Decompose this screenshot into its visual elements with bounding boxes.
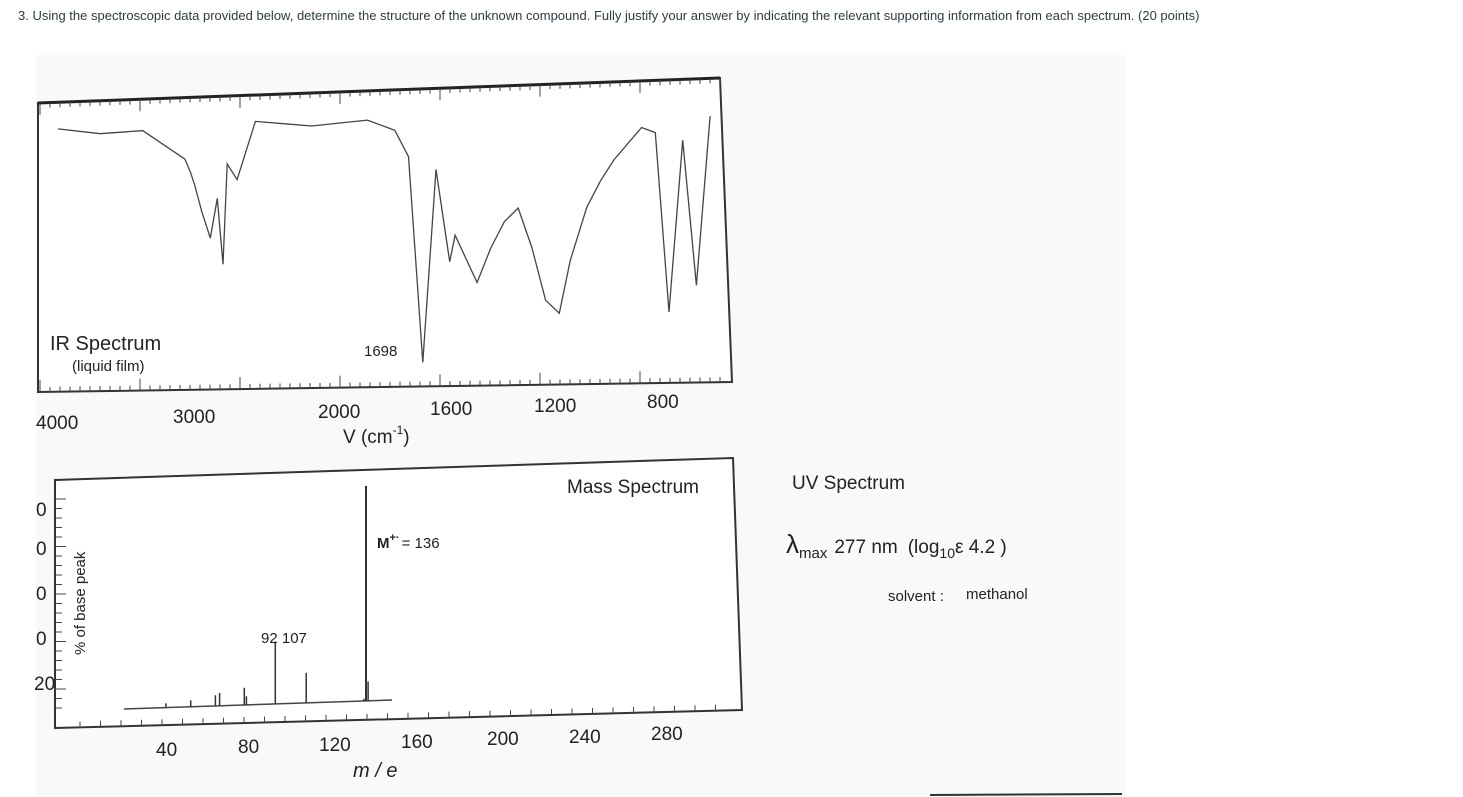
- ir-tick-label: 1600: [430, 399, 473, 420]
- ms-molecular-ion: [377, 532, 440, 552]
- uv-title: UV Spectrum: [792, 473, 905, 494]
- ir-annotation-1698: 1698: [364, 343, 398, 360]
- uv-value: 277 nm: [834, 537, 898, 558]
- ms-peak-labels: 92 107: [261, 630, 307, 647]
- question-text: 3. Using the spectroscopic data provided below, determine the structure of the unknown compound. Fully justify your answer by indicating the relevant supporting information from each spectrum. (20 points): [18, 8, 1200, 23]
- ir-subtitle: (liquid film): [72, 358, 145, 375]
- uv-solvent-label: solvent :: [888, 588, 944, 605]
- ms-mion-prefix: M: [377, 535, 390, 552]
- ms-tick-label: 40: [156, 740, 178, 761]
- ms-tick-label: 240: [569, 727, 601, 748]
- ms-ytick-label: 0: [36, 629, 47, 650]
- ms-tick-label: 80: [238, 737, 260, 758]
- ir-tick-label: 800: [647, 392, 679, 413]
- ir-xlabel-close: ): [403, 427, 410, 448]
- ms-tick-label: 200: [487, 729, 519, 750]
- ms-plot-frame: [55, 458, 742, 728]
- ms-title: Mass Spectrum: [567, 477, 699, 498]
- scan-edge-line: [930, 794, 1122, 795]
- ms-tick-label: 120: [319, 735, 351, 756]
- ir-tick-label: 4000: [36, 413, 79, 434]
- uv-lambda-sub: max: [799, 545, 828, 562]
- uv-log-open: (log: [907, 537, 940, 558]
- ir-title: IR Spectrum: [50, 333, 162, 355]
- ms-tick-label: 160: [401, 732, 433, 753]
- uv-log-sub: 10: [939, 545, 955, 561]
- ir-xlabel-main: V (cm: [343, 427, 393, 448]
- ir-tick-label: 2000: [318, 402, 361, 423]
- ir-tick-label: 3000: [173, 407, 216, 428]
- ms-mion-sup: +·: [389, 532, 400, 544]
- ms-ytick-label: 20: [34, 674, 56, 695]
- ms-ytick-label: 0: [36, 584, 47, 605]
- uv-log-eps: ε 4.2 ): [954, 537, 1007, 558]
- uv-solvent-value: methanol: [966, 586, 1028, 603]
- ms-ytick-label: 0: [36, 539, 47, 560]
- uv-lambda-symbol: λ: [786, 529, 799, 559]
- ms-mion-value: = 136: [401, 535, 440, 552]
- ir-tick-label: 1200: [534, 396, 577, 417]
- ms-xlabel: m / e: [353, 760, 398, 782]
- ms-tick-label: 280: [651, 724, 683, 745]
- ir-xlabel-sup: -1: [392, 423, 404, 437]
- ms-ylabel: % of base peak: [72, 551, 89, 655]
- ms-ytick-label: 0: [36, 500, 47, 521]
